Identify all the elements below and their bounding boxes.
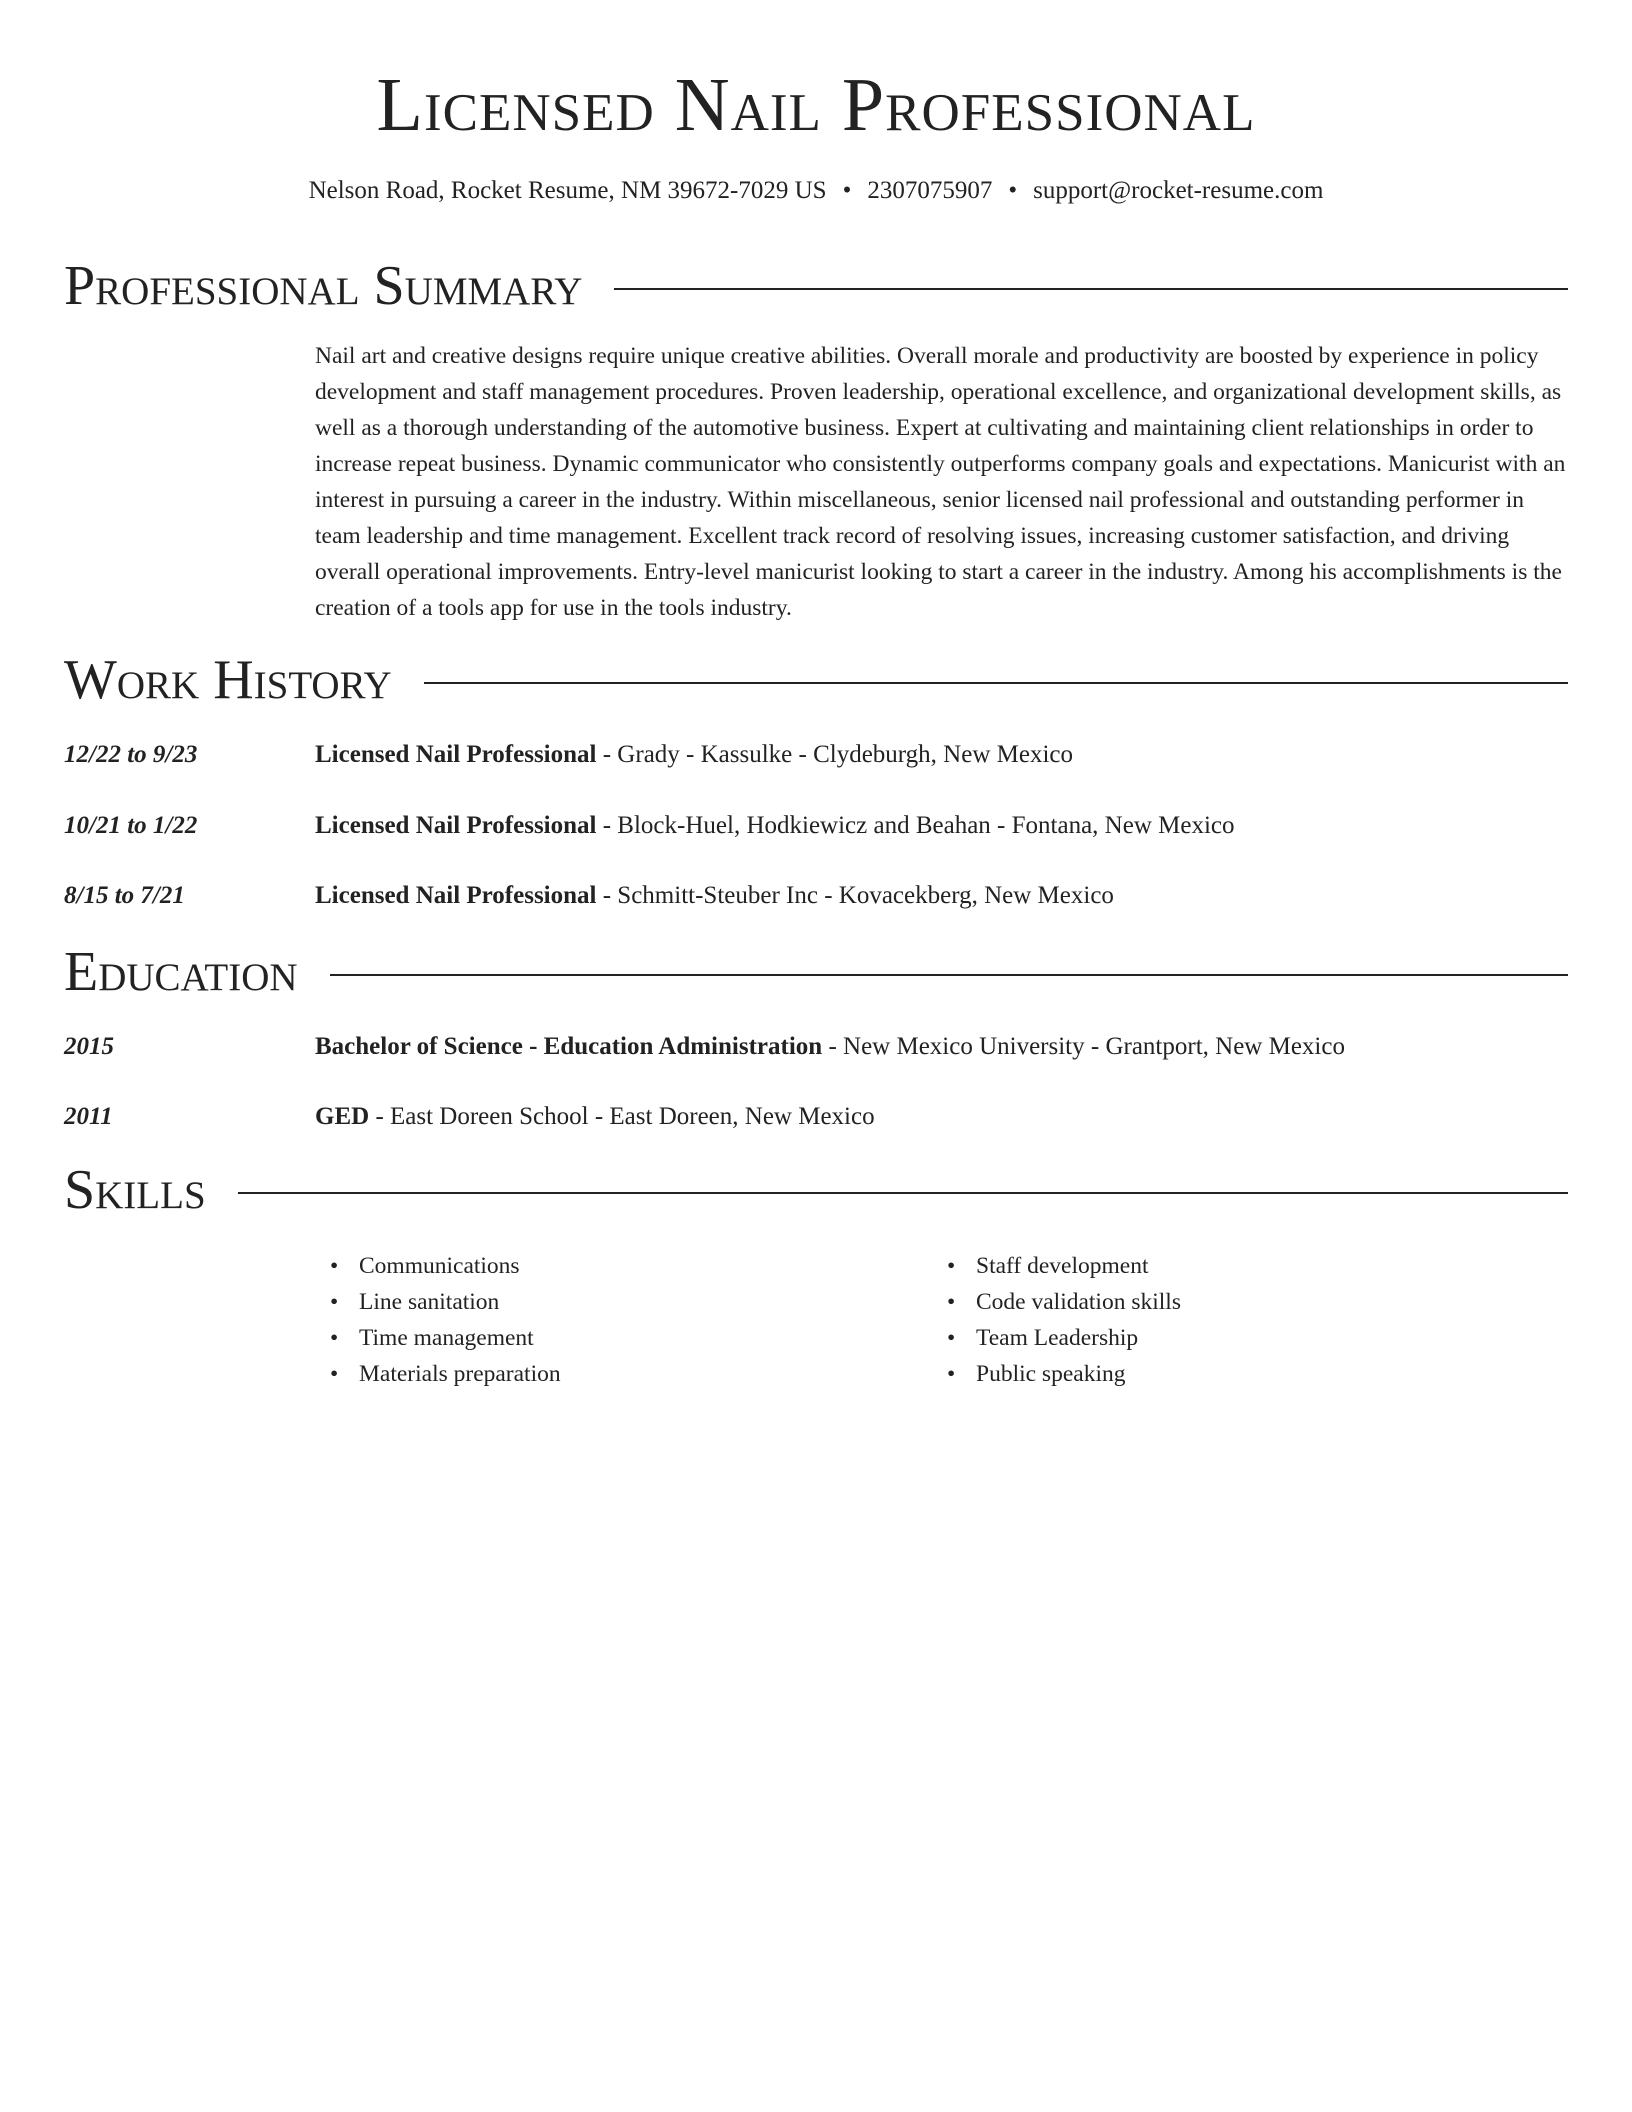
work-dates: 12/22 to 9/23 <box>64 741 198 768</box>
skill-label: Time management <box>359 1325 534 1351</box>
bullet-icon: • <box>947 1361 956 1387</box>
bullet-icon: • <box>947 1325 956 1351</box>
section-heading-work-history <box>64 648 1568 712</box>
section-title-education: Education <box>64 941 298 1003</box>
work-entry <box>64 878 1568 914</box>
section-divider <box>424 682 1568 684</box>
school-location: - East Doreen School - East Doreen, New Mexico <box>369 1103 875 1130</box>
work-dates: 10/21 to 1/22 <box>64 812 198 839</box>
degree: Bachelor of Science - Education Administration <box>315 1033 823 1060</box>
employer-location: - Schmitt-Steuber Inc - Kovacekberg, New Mexico <box>596 882 1114 909</box>
section-title-work-history: Work History <box>64 649 392 711</box>
summary-text: Nail art and creative designs require unique creative abilities. Overall morale and productivity are boosted by experience in policy development and staff management procedures. Proven leadership, operational excellence, and organizational development skills, as well as a thorough understanding of the automotive business. Expert at cultivating and maintaining client relationships in order to increase repeat business. Dynamic communicator who consistently outperforms company goals and expectations. Manicurist with an interest in pursuing a career in the industry. Within miscellaneous, senior licensed nail professional and outstanding performer in team leadership and time management. Excellent track record of resolving issues, increasing customer satisfaction, and driving overall operational improvements. Entry-level manicurist looking to start a career in the industry. Among his accomplishments is the creation of a tools app for use in the tools industry. <box>315 343 1566 621</box>
section-divider <box>238 1192 1568 1194</box>
work-detail <box>315 808 1235 844</box>
bullet-icon: • <box>947 1289 956 1315</box>
section-divider <box>330 974 1568 976</box>
education-detail <box>315 1029 1345 1065</box>
contact-separator: • <box>1008 177 1018 204</box>
skill-item <box>315 1248 561 1284</box>
work-detail <box>315 878 1114 914</box>
employer-location: - Grady - Kassulke - Clydeburgh, New Mexico <box>596 741 1073 768</box>
section-heading-education <box>64 940 1568 1004</box>
bullet-icon: • <box>330 1325 339 1351</box>
work-detail <box>315 737 1073 773</box>
school-location: - New Mexico University - Grantport, New Mexico <box>822 1033 1345 1060</box>
bullet-icon: • <box>330 1289 339 1315</box>
section-heading-summary <box>64 254 1568 318</box>
section-divider <box>614 288 1568 290</box>
employer-location: - Block-Huel, Hodkiewicz and Beahan - Fontana, New Mexico <box>596 812 1235 839</box>
bullet-icon: • <box>330 1253 339 1279</box>
work-entry <box>64 808 1568 844</box>
resume-name: Licensed Nail Professional <box>376 63 1256 147</box>
contact-separator: • <box>842 177 852 204</box>
contact-address: Nelson Road, Rocket Resume, NM 39672-7029 US <box>308 177 827 204</box>
skill-item <box>315 1356 561 1392</box>
skill-label: Staff development <box>976 1253 1149 1279</box>
skills-column-2 <box>932 1248 1181 1392</box>
bullet-icon: • <box>330 1361 339 1387</box>
skill-item <box>315 1320 561 1356</box>
skill-label: Communications <box>359 1253 520 1279</box>
education-detail <box>315 1099 875 1135</box>
bullet-icon: • <box>947 1253 956 1279</box>
skills-column-1 <box>315 1248 561 1392</box>
skill-item <box>932 1320 1181 1356</box>
skill-item <box>315 1284 561 1320</box>
skill-item <box>932 1284 1181 1320</box>
job-title: Licensed Nail Professional <box>315 741 597 768</box>
education-year: 2015 <box>64 1033 114 1060</box>
skill-label: Materials preparation <box>359 1361 561 1387</box>
work-dates: 8/15 to 7/21 <box>64 882 185 909</box>
skill-label: Public speaking <box>976 1361 1126 1387</box>
job-title: Licensed Nail Professional <box>315 882 597 909</box>
education-year: 2011 <box>64 1103 113 1130</box>
education-entry <box>64 1029 1568 1065</box>
contact-line <box>64 174 1568 208</box>
section-title-skills: Skills <box>64 1159 206 1221</box>
job-title: Licensed Nail Professional <box>315 812 597 839</box>
education-entry <box>64 1099 1568 1135</box>
section-title-summary: Professional Summary <box>64 255 583 317</box>
skill-label: Line sanitation <box>359 1289 500 1315</box>
skill-label: Team Leadership <box>976 1325 1139 1351</box>
section-heading-skills <box>64 1158 1568 1222</box>
contact-phone: 2307075907 <box>867 177 993 204</box>
degree: GED <box>315 1103 370 1130</box>
work-entry <box>64 737 1568 773</box>
skill-item <box>932 1356 1181 1392</box>
skill-item <box>932 1248 1181 1284</box>
contact-email: support@rocket-resume.com <box>1033 177 1324 204</box>
skill-label: Code validation skills <box>976 1289 1181 1315</box>
